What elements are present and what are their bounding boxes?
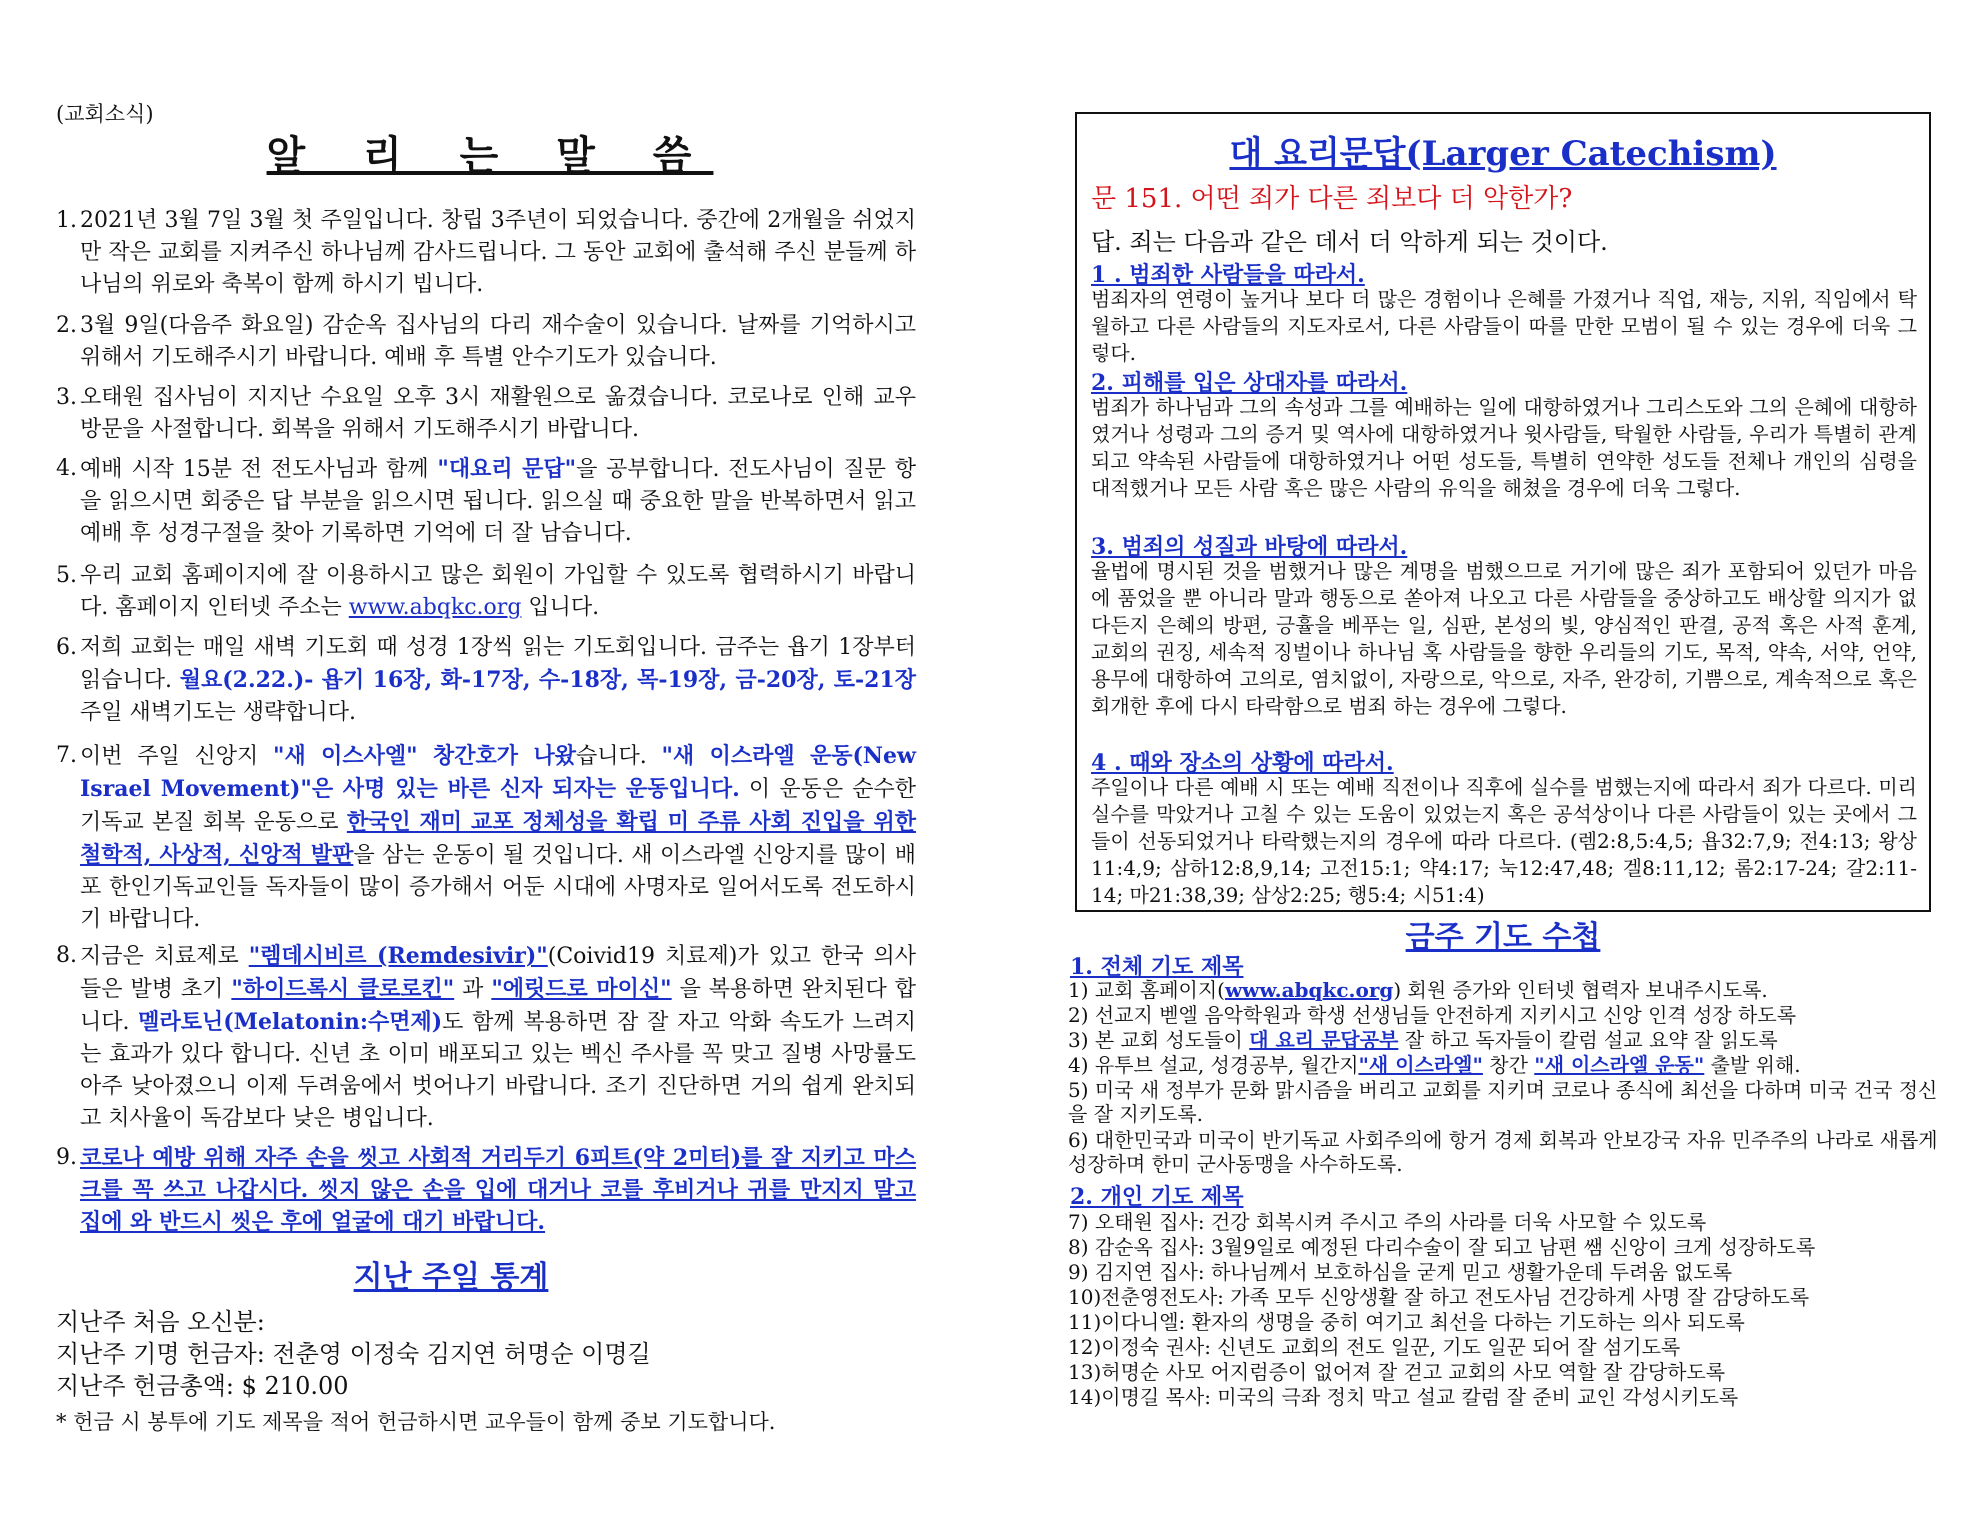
notice-item: 1. 2021년 3월 7일 3월 첫 주일입니다. 창립 3주년이 되었습니다. 중간에 2개월을 쉬었지만 작은 교회를 지켜주신 하나님께 감사드립니다. 그 동안 교회에 출석해 주신 분들께 하나님의 위로와 축복이 함께 하시기 빕니다. [56, 208, 916, 297]
prayer-item: 6) 대한민국과 미국이 반기독교 사회주의에 항거 경제 회복과 안보강국 자유 민주주의 나라로 새롭게 성장하며 한미 군사동맹을 사수하도록. [1068, 1128, 1938, 1176]
notice-item: 2. 3월 9일(다음주 화요일) 감순옥 집사님의 다리 재수술이 있습니다. 날짜를 기억하시고 위해서 기도해주시기 바랍니다. 예배 후 특별 안수기도가 있습니다. [56, 313, 916, 370]
section-text: 범죄자의 연령이 높거나 보다 더 많은 경험이나 은혜를 가졌거나 직업, 재능, 지위, 직임에서 탁월하고 다른 사람들의 지도자로서, 다른 사람들이 따를 만한 모범이 될 수 있는 경우에 더욱 그렇다. [1091, 287, 1917, 365]
catechism-highlight: "대요리 문답" [437, 456, 577, 482]
section-heading: 3. 범죄의 성질과 바탕에 따라서. [1091, 534, 1408, 560]
catechism-box [1075, 112, 1931, 912]
prayer-item: 13)허명순 사모 어지럼증이 없어져 잘 걷고 교회의 사모 역할 잘 감당하도록 [1068, 1360, 1726, 1384]
prayer-item: 11)이다니엘: 환자의 생명을 중히 여기고 최선을 다하는 기도하는 의사 되도록 [1068, 1310, 1745, 1334]
prayer-item: 9) 김지연 집사: 하나님께서 보호하심을 굳게 믿고 생활가운데 두려움 없도록 [1068, 1260, 1733, 1284]
notice-item: 8. 지금은 치료제로 "렘데시비르 (Remdesivir)"(Coivid19 치료제)가 있고 한국 의사들은 발병 초기 "하이드록시 클로로킨" 과 "에릿드로 마이신" 을 복용하면 완치된다 합니다. 멜라토닌(Melatonin:수면제)도 함께 복용하면 잠 잘 자고 악화 속도가 느려지는 효과가 있다 합니다. 신년 초 이미 배포되고 있는 벡신 주사를 꼭 맞고 질병 사망률도 아주 낮아졌으니 이제 두려움에서 벗어나기 바랍니다. 조기 진단하면 거의 쉽게 완치되고 치사율이 독감보다 낮은 병입니다. [56, 943, 916, 1131]
stat-named-donors: 지난주 기명 헌금자: 전춘영 이정숙 김지연 허명순 이명길 [56, 1340, 651, 1368]
schedule-highlight: 월요(2.22.)- 욥기 16장, 화-17장, 수-18장, 목-19장, 금-20장, 토-21장 [179, 667, 916, 693]
stat-first-visitors: 지난주 처음 오신분: [56, 1308, 265, 1336]
section-text: 율법에 명시된 것을 범했거나 많은 계명을 범했으므로 거기에 많은 죄가 포함되어 있던가 마음에 품었을 뿐 아니라 말과 행동으로 쏟아져 나오고 다른 사람들을 중상하고도 배상할 의지가 없다든지 은혜의 방편, 긍휼을 베푸는 일, 심판, 본성의 빛, 양심적인 판결, 공적 혹은 사적 훈계, 교회의 권징, 세속적 징벌이나 하나님 혹 사람들을 향한 우리들의 기도, 목적, 약속, 서약, 언약, 용무에 대항하여 고의로, 염치없이, 자랑으로, 악으로, 자주, 완강히, 기쁨으로, 계속적으로 혹은 회개한 후에 다시 타락함으로 범죄 하는 경우에 그렇다. [1091, 559, 1917, 718]
notice-item: 6. 저희 교회는 매일 새벽 기도회 때 성경 1장씩 읽는 기도회입니다. 금주는 욥기 1장부터 읽습니다. 월요(2.22.)- 욥기 16장, 화-17장, 수-18장, 목-19장, 금-20장, 토-21장 주일 새벽기도는 생략합니다. [56, 635, 916, 725]
prayer-item: 1) 교회 홈페이지(www.abqkc.org) 회원 증가와 인터넷 협력자 보내주시도록. [1068, 978, 1768, 1002]
notice-item: 3. 오태원 집사님이 지지난 수요일 오후 3시 재활원으로 옮겼습니다. 코로나로 인해 교우 방문을 사절합니다. 회복을 위해서 기도해주시기 바랍니다. [56, 385, 916, 442]
notice-item: 5. 우리 교회 홈페이지에 잘 이용하시고 많은 회원이 가입할 수 있도록 협력하시기 바랍니다. 홈페이지 인터넷 주소는 www.abqkc.org 입니다. [56, 563, 916, 620]
prayer-item: 14)이명길 목사: 미국의 극좌 정치 막고 설교 칼럼 잘 준비 교인 각성시키도록 [1068, 1385, 1739, 1409]
stat-total-offering: 지난주 헌금총액: $ 210.00 [56, 1372, 349, 1400]
homepage-link[interactable]: www.abqkc.org [348, 595, 522, 620]
notice-item: 7. 이번 주일 신앙지 "새 이스사엘" 창간호가 나왔습니다. "새 이스라엘 운동(New Israel Movement)"은 사명 있는 바른 신자 되자는 운동입니다. 이 운동은 순수한 기독교 본질 회복 운동으로 한국인 재미 교포 정체성을 확립 미 주류 사회 진입을 위한 철학적, 사상적, 신앙적 발판을 삼는 운동이 될 것입니다. 새 이스라엘 신앙지를 많이 배포 한인기독교인들 독자들이 많이 증가해서 어둔 시대에 사명자로 일어서도록 전도하시기 바랍니다. [56, 743, 917, 932]
prayer-item: 8) 감순옥 집사: 3월9일로 예정된 다리수술이 잘 되고 남편 쌤 신앙이 크게 성장하도록 [1068, 1235, 1816, 1259]
homepage-link[interactable]: www.abqkc.org [1224, 978, 1394, 1002]
prayer-item: 10)전춘영전도사: 가족 모두 신앙생활 잘 하고 전도사님 건강하게 사명 잘 감당하도록 [1068, 1285, 1810, 1309]
catechism-question: 문 151. 어떤 죄가 다른 죄보다 더 악한가? [1091, 184, 1573, 214]
notice-item: 9. 코로나 예방 위해 자주 손을 씻고 사회적 거리두기 6피트(약 2미터)를 잘 지키고 마스크를 꼭 쓰고 나갑시다. 씻지 않은 손을 입에 대거나 코를 후비거나 귀를 만지지 말고 집에 와 반드시 씻은 후에 얼굴에 대기 바랍니다. [56, 1145, 916, 1235]
prayer-item: 7) 오태원 집사: 건강 회복시켜 주시고 주의 사라를 더욱 사모할 수 있도록 [1068, 1210, 1707, 1234]
stats-title: 지난 주일 통계 [353, 1260, 549, 1295]
prayer-item: 2) 선교지 벧엘 음악학원과 학생 선생님들 안전하게 지키시고 신앙 인격 성장 하도록 [1068, 1003, 1797, 1027]
offering-footnote: * 헌금 시 봉투에 기도 제목을 적어 헌금하시면 교우들이 함께 중보 기도합니다. [56, 1410, 776, 1434]
prayer-item: 12)이정숙 권사: 신년도 교회의 전도 일꾼, 기도 일꾼 되어 잘 섬기도록 [1068, 1335, 1681, 1359]
section-heading: 4 . 때와 장소의 상황에 따라서. [1091, 750, 1394, 776]
catechism-title: 대 요리문답(Larger Catechism) [1229, 134, 1777, 174]
section-text: 주일이나 다른 예배 시 또는 예배 직전이나 직후에 실수를 범했는지에 따라서 죄가 다르다. 미리 실수를 막았거나 고칠 수 있는 도움이 있었는지 혹은 공석상이나 다른 사람들이 있는 곳에서 그들이 선동되었거나 타락했는지의 경우에 따라 다르다. (렘2:8,5:4,5; 욥32:7,9; 전4:13; 왕상11:4,9; 삼하12:8,9,14; 고전15:1; 약4:17; 눅12:47,48; 겔8:11,12; 롬2:17-24; 갈2:11-14; 마21:38,39; 삼상2:25; 행5:4; 시51:4) [1091, 775, 1917, 907]
page-title: 알 리 는 말 씀 [266, 132, 714, 179]
prayer-item: 5) 미국 새 정부가 문화 맑시즘을 버리고 교회를 지키며 코로나 종식에 최선을 다하며 미국 건국 정신을 잘 지키도록. [1068, 1078, 1938, 1126]
notice-item: 4. 예배 시작 15분 전 전도사님과 함께 "대요리 문답"을 공부합니다. 전도사님이 질문 항을 읽으시면 회중은 답 부분을 읽으시면 됩니다. 읽으실 때 중요한 말을 반복하면서 읽고 예배 후 성경구절을 찾아 기록하면 기억에 더 잘 남습니다. [56, 456, 916, 546]
prayer-title: 금주 기도 수첩 [1405, 920, 1601, 955]
prayer-item: 3) 본 교회 성도들이 대 요리 문답공부 잘 하고 독자들이 칼럼 설교 요약 잘 읽도록 [1068, 1028, 1778, 1052]
section-heading: 1 . 범죄한 사람들을 따라서. [1091, 262, 1365, 288]
prayer-item: 4) 유투브 설교, 성경공부, 월간지"새 이스라엘" 창간 "새 이스라엘 운동" 출발 위해. [1068, 1053, 1801, 1077]
catechism-answer: 답. 죄는 다음과 같은 데서 더 악하게 되는 것이다. [1091, 228, 1608, 256]
section-heading: 2. 피해를 입은 상대자를 따라서. [1091, 370, 1408, 396]
prayer-group-title: 1. 전체 기도 제목 [1070, 954, 1244, 980]
section-tag: (교회소식) [56, 102, 154, 126]
prayer-group-title: 2. 개인 기도 제목 [1070, 1184, 1244, 1210]
section-text: 범죄가 하나님과 그의 속성과 그를 예배하는 일에 대항하였거나 그리스도와 그의 은혜에 대항하였거나 성령과 그의 증거 및 역사에 대항하였거나 윗사람들, 탁월한 사람들, 우리가 특별히 관계되고 약속된 사람들에 대항하였거나 어떤 성도들, 특별히 연약한 성도들 전체나 개인의 심령을 대적했거나 모든 사람 혹은 많은 사람의 유익을 해쳤을 경우에 더욱 그렇다. [1091, 395, 1917, 500]
